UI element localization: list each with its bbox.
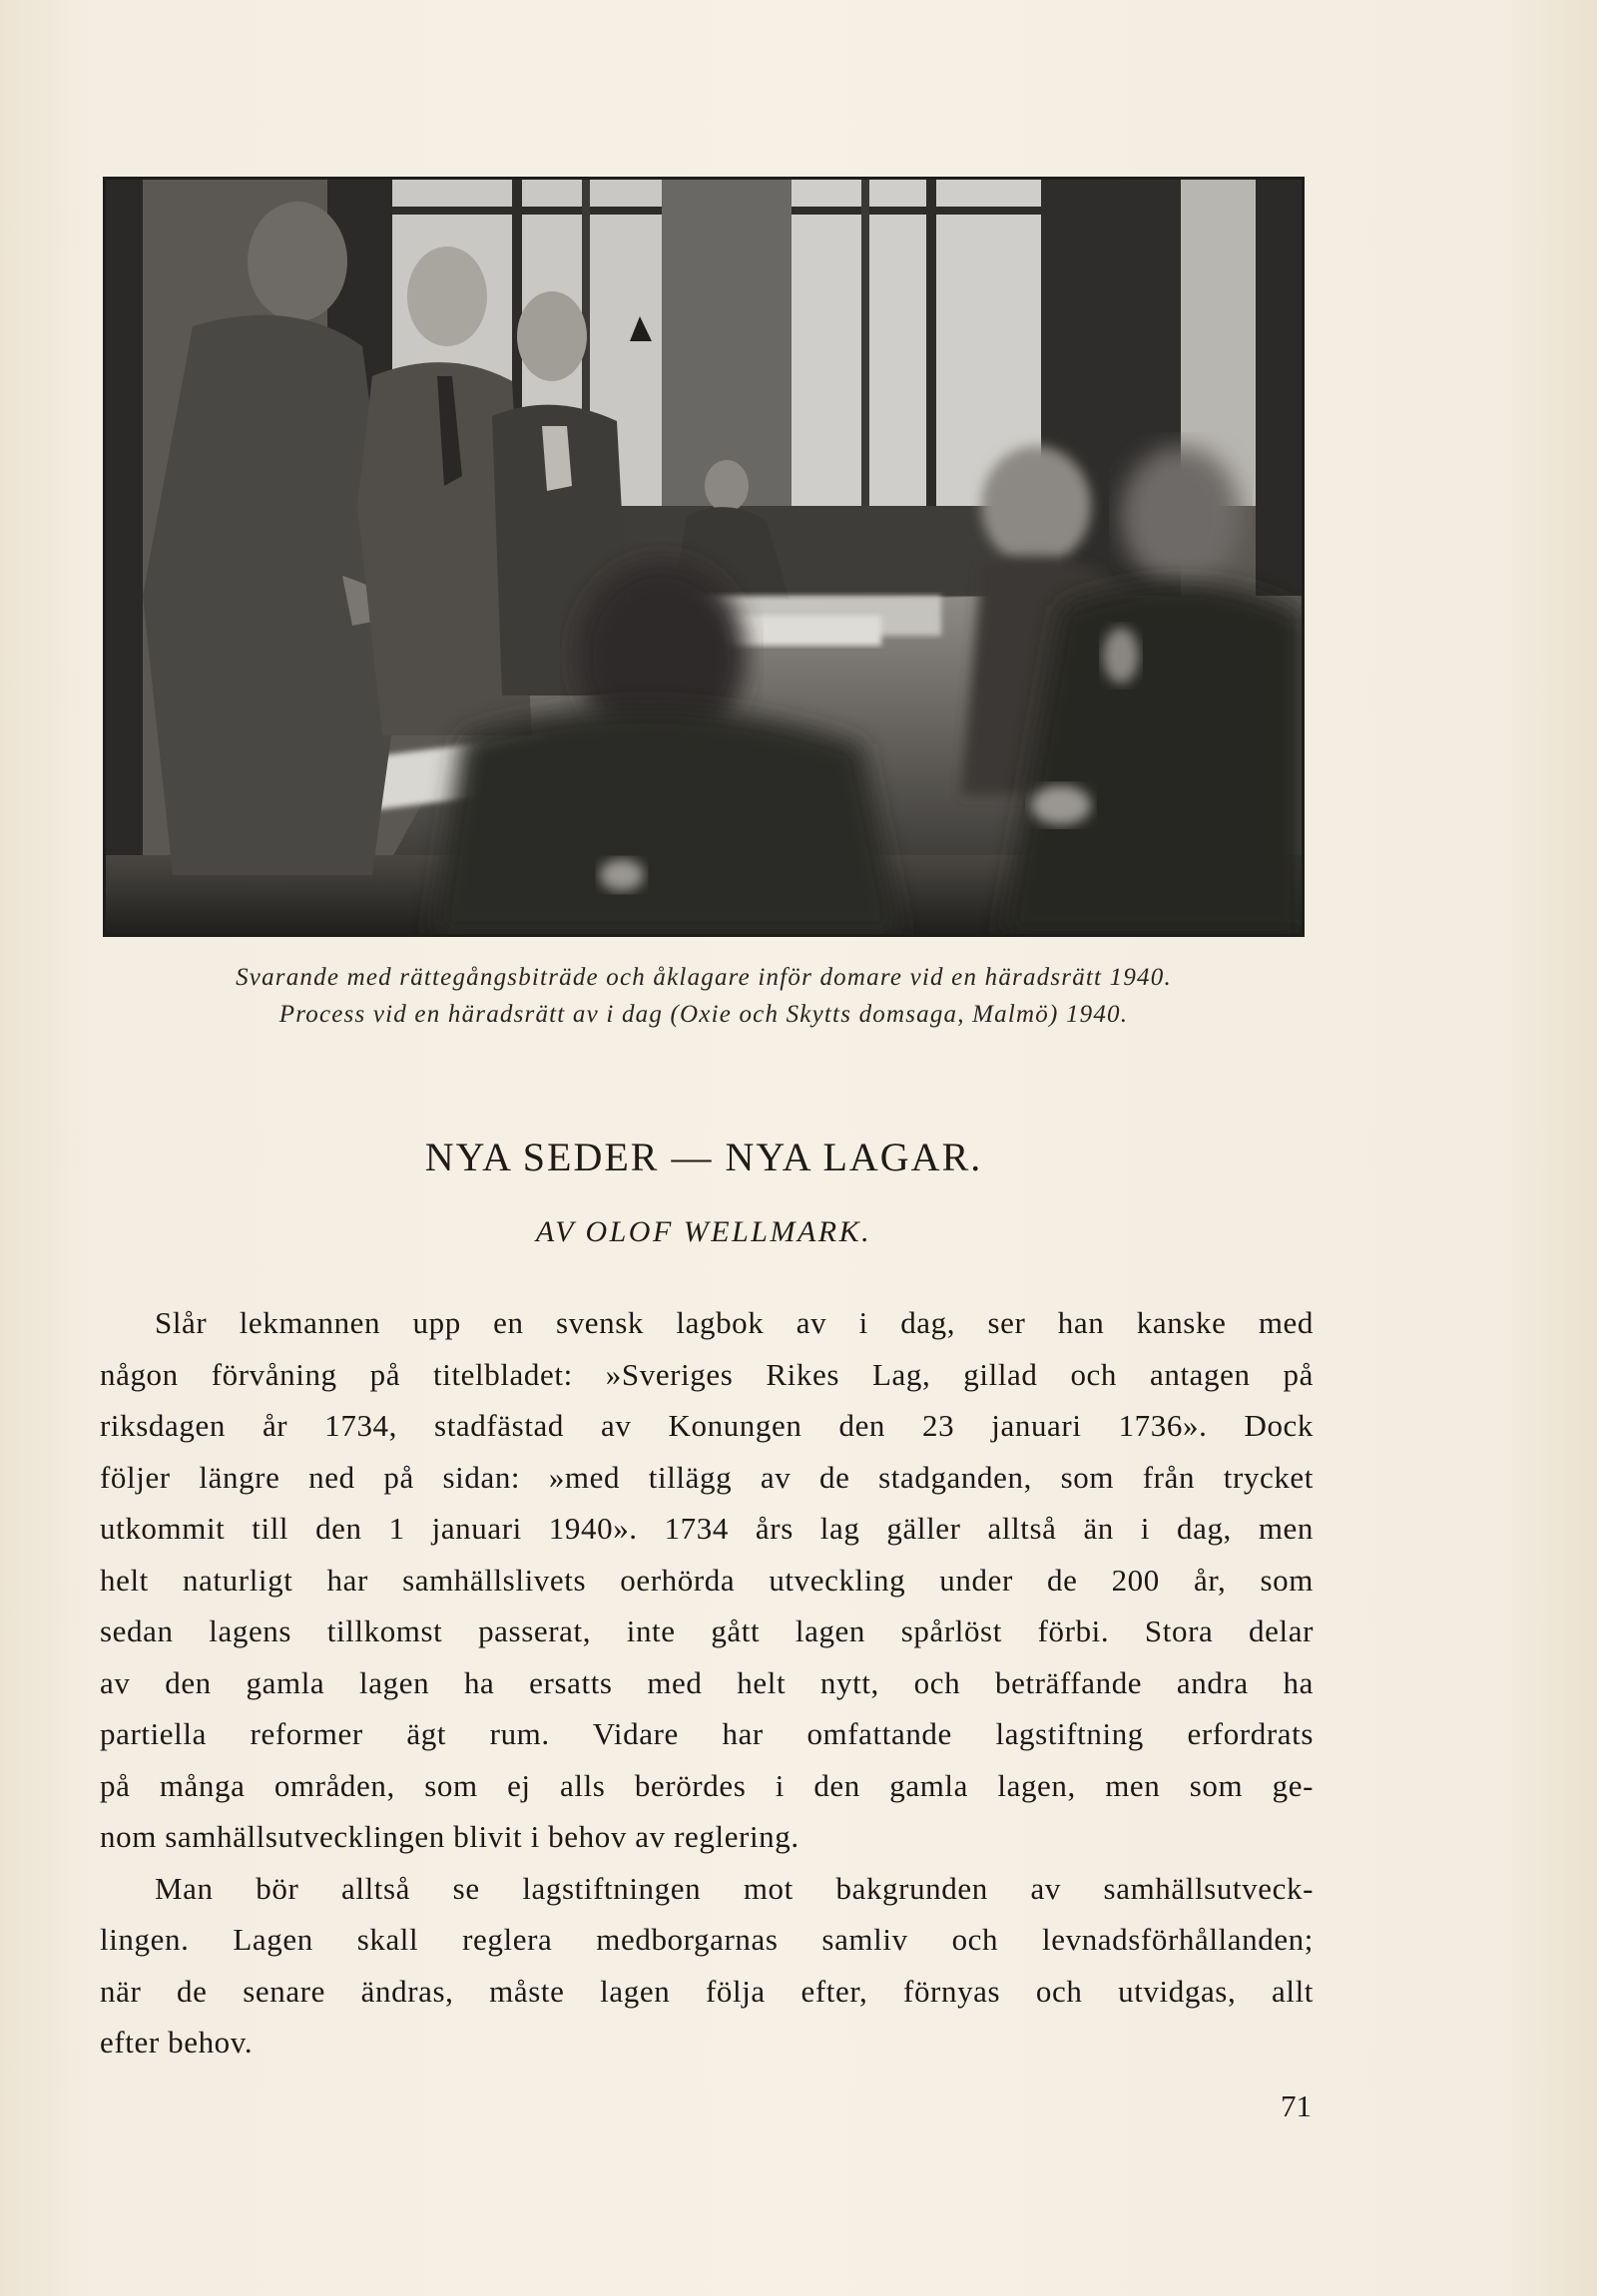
paragraph-line: helt naturligt har samhällslivets oerhörda utveckling under de 200 år, som (100, 1562, 1314, 1598)
photo-caption-line-1: Svarande med rättegångsbiträde och åklagare inför domare vid en häradsrätt 1940. (236, 964, 1172, 991)
paragraph-line: nom samhällsutvecklingen blivit i behov av reglering. (100, 1819, 799, 1854)
paragraph-line: lingen. Lagen skall reglera medborgarnas samliv och levnadsförhållanden; (100, 1922, 1314, 1957)
paragraph-line: efter behov. (100, 2025, 254, 2060)
paragraph-line: utkommit till den 1 januari 1940». 1734 års lag gäller alltså än i dag, men (100, 1511, 1314, 1546)
paragraph-line: Man bör alltså se lagstiftningen mot bakgrunden av samhällsutveck- (155, 1870, 1314, 1906)
page-number: 71 (1281, 2088, 1312, 2123)
paragraph-line: följer längre ned på sidan: »med tillägg av de stadganden, som från trycket (100, 1459, 1314, 1495)
courtroom-photograph (103, 177, 1305, 937)
article-title: NYA SEDER — NYA LAGAR. (424, 1135, 983, 1179)
article-body (100, 1297, 1314, 2068)
paragraph-1 (100, 1297, 1314, 1863)
paragraph-line: Slår lekmannen upp en svensk lagbok av i dag, ser han kanske med (155, 1305, 1314, 1340)
paragraph-line: på många områden, som ej alls berördes i den gamla lagen, men som ge- (100, 1767, 1314, 1803)
photo-caption-line-2: Process vid en häradsrätt av i dag (Oxie och Skytts domsaga, Malmö) 1940. (278, 1001, 1129, 1028)
paragraph-line: partiella reformer ägt rum. Vidare har omfattande lagstiftning erfordrats (100, 1716, 1314, 1751)
paragraph-line: sedan lagens tillkomst passerat, inte gått lagen spårlöst förbi. Stora delar (100, 1613, 1314, 1648)
paragraph-line: någon förvåning på titelbladet: »Sveriges Rikes Lag, gillad och antagen på (100, 1356, 1314, 1392)
article-author: AV OLOF WELLMARK. (535, 1215, 872, 1248)
paragraph-2 (100, 1863, 1314, 2068)
paragraph-line: när de senare ändras, måste lagen följa efter, förnyas och utvidgas, allt (100, 1973, 1314, 2009)
paragraph-line: av den gamla lagen ha ersatts med helt nytt, och beträffande andra ha (100, 1664, 1314, 1700)
paragraph-line: riksdagen år 1734, stadfästad av Konungen den 23 januari 1736». Dock (100, 1408, 1314, 1443)
